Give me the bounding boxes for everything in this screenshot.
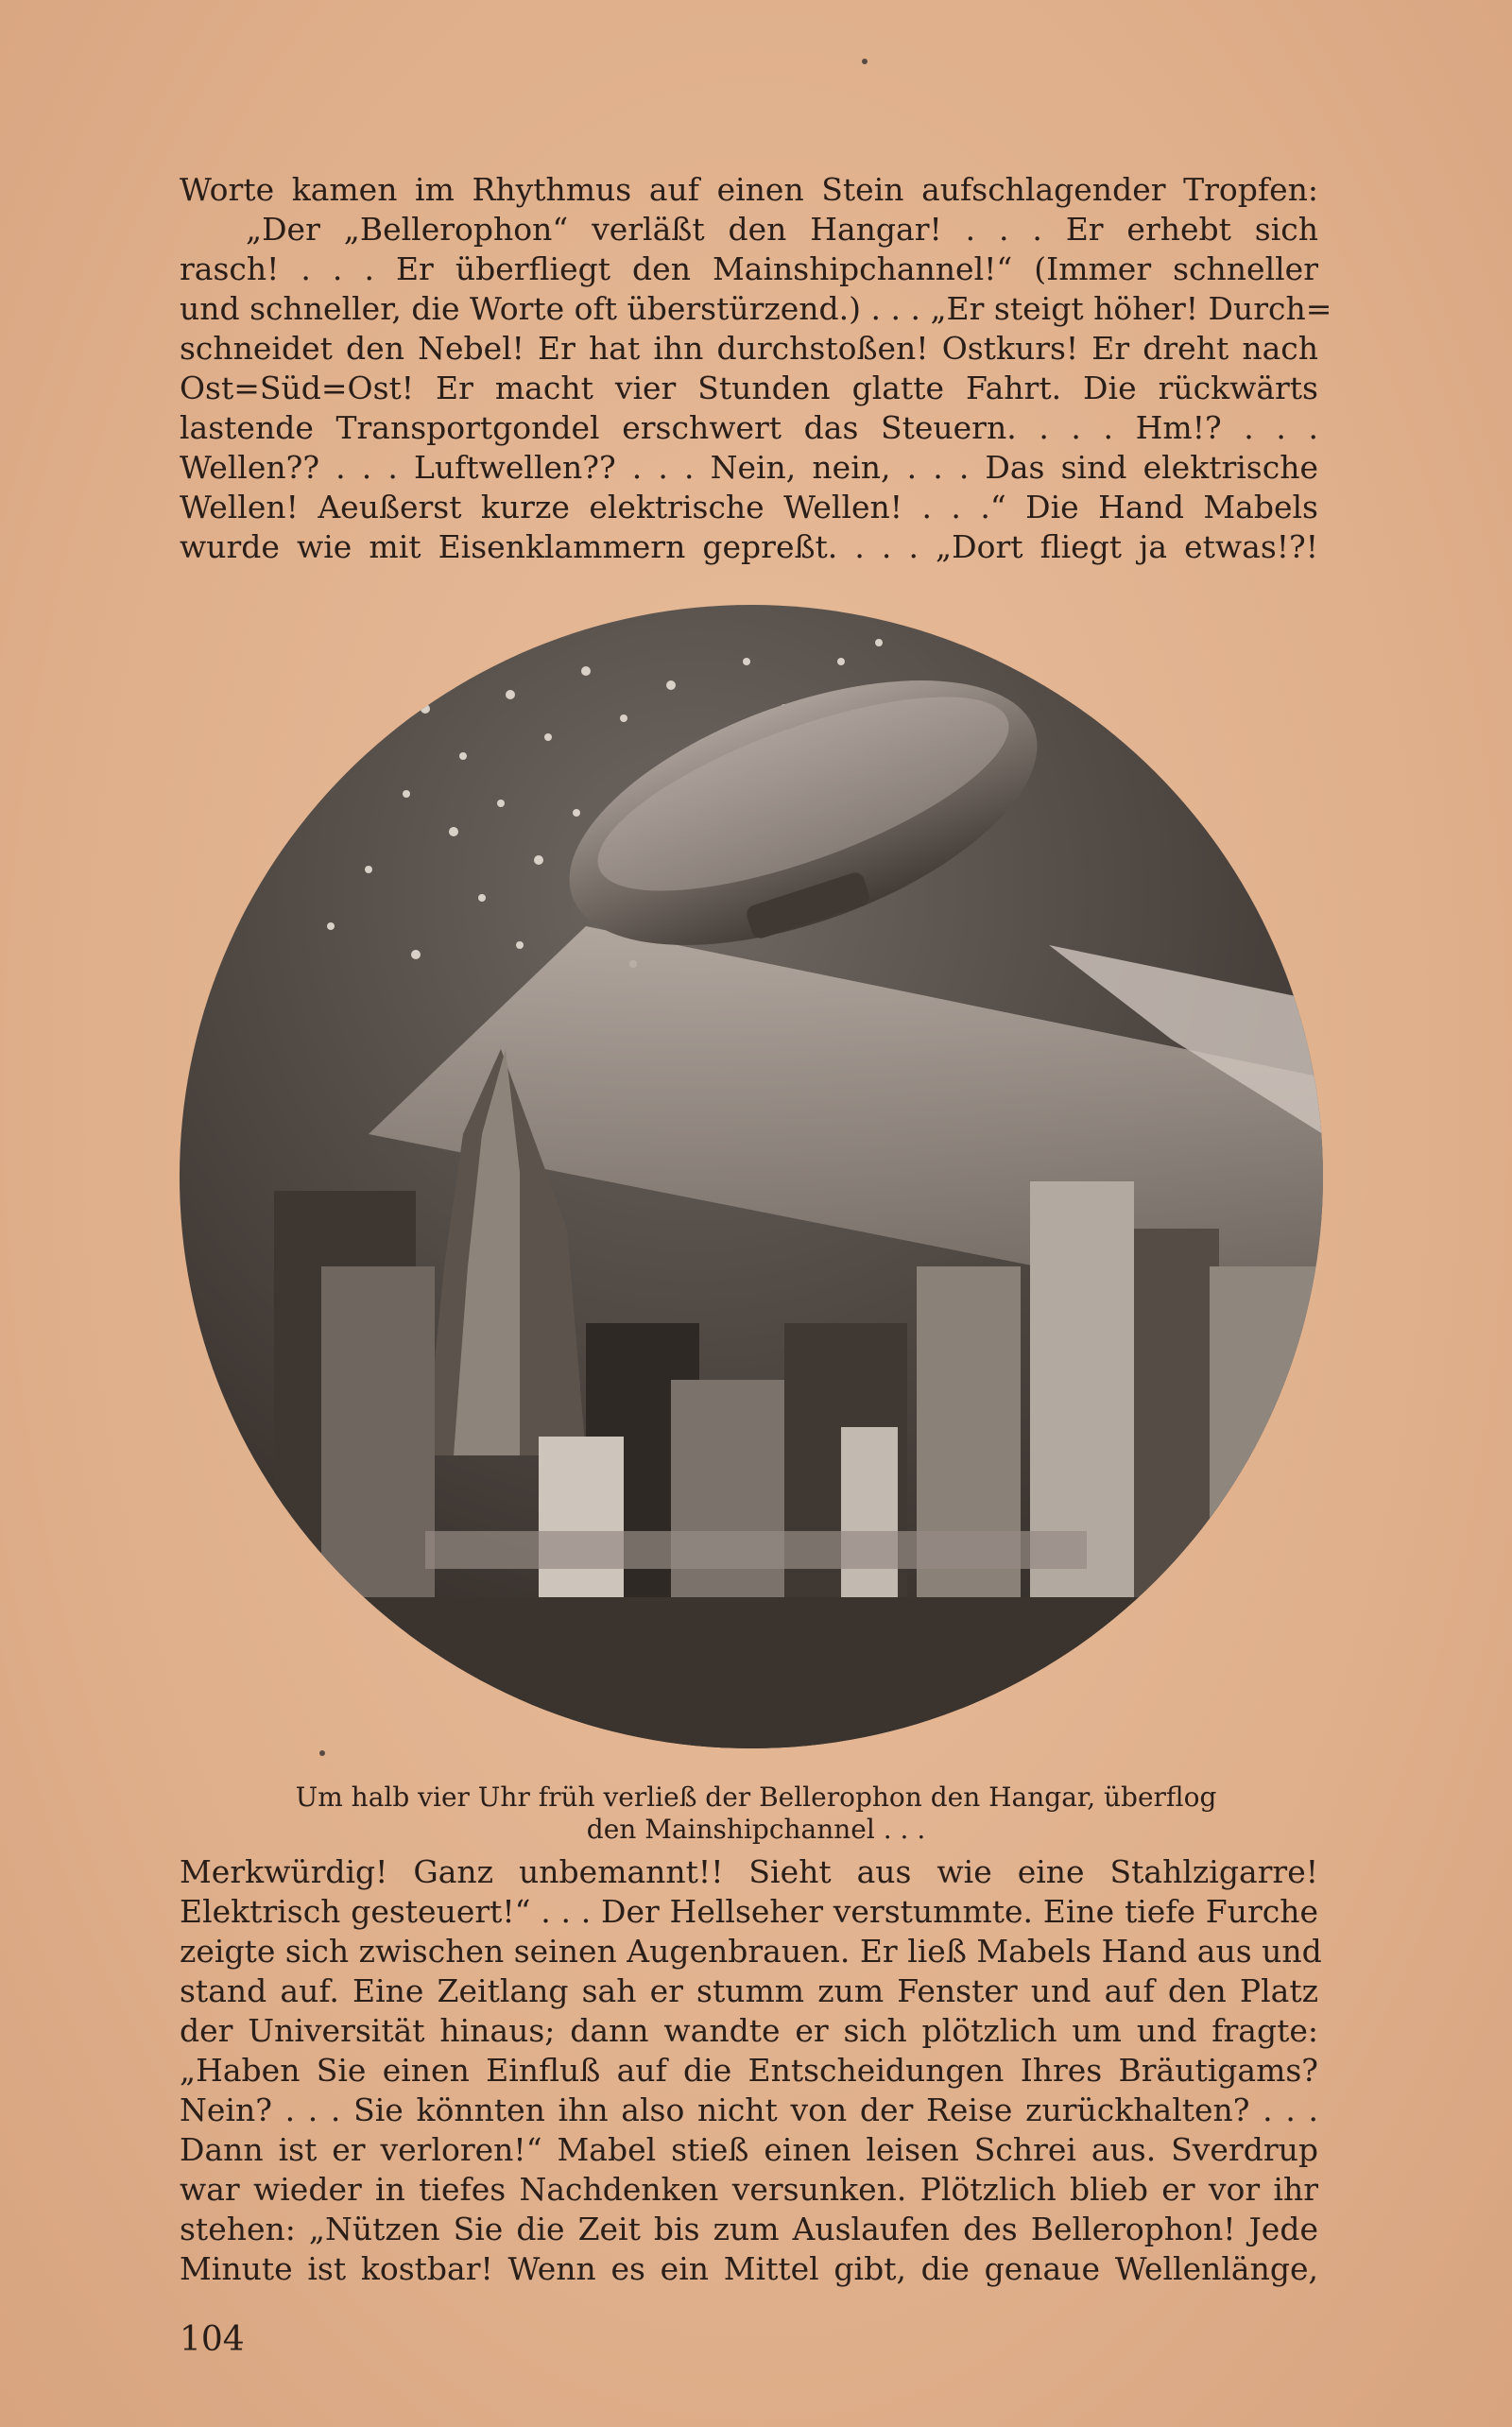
text-line: Elektrisch gesteuert!“ . . . Der Hellseher verstummte. Eine tiefe Furche bbox=[180, 1893, 1318, 1930]
print-speck bbox=[862, 59, 868, 64]
text-line: Nein? . . . Sie könnten ihn also nicht von der Reise zurückhalten? . . . bbox=[180, 2091, 1318, 2128]
text-line: rasch! . . . Er überfliegt den Mainshipchannel!“ (Immer schneller bbox=[180, 250, 1318, 287]
text-line: Merkwürdig! Ganz unbemannt!! Sieht aus wie eine Stahlzigarre! bbox=[180, 1853, 1318, 1890]
text-line: stehen: „Nützen Sie die Zeit bis zum Auslaufen des Bellerophon! Jede bbox=[180, 2211, 1318, 2247]
text-line: war wieder in tiefes Nachdenken versunken. Plötzlich blieb er vor ihr bbox=[180, 2171, 1318, 2208]
airship-city-illustration bbox=[180, 605, 1323, 1748]
text-line: „Haben Sie einen Einfluß auf die Entscheidungen Ihres Bräutigams? bbox=[180, 2052, 1318, 2089]
bottom-paragraph bbox=[180, 1852, 1322, 2289]
text-line: Worte kamen im Rhythmus auf einen Stein aufschlagender Tropfen: bbox=[180, 171, 1318, 208]
text-line: Dann ist er verloren!“ Mabel stieß einen leisen Schrei aus. Sverdrup bbox=[180, 2131, 1318, 2168]
text-line: schneidet den Nebel! Er hat ihn durchstoßen! Ostkurs! Er dreht nach bbox=[180, 330, 1318, 367]
text-line: Minute ist kostbar! Wenn es ein Mittel gibt, die genaue Wellenlänge, bbox=[180, 2250, 1318, 2287]
text-line: wurde wie mit Eisenklammern gepreßt. . . . „Dort fliegt ja etwas!?! bbox=[180, 528, 1318, 565]
caption-line: Um halb vier Uhr früh verließ der Bellerophon den Hangar, überflog bbox=[295, 1782, 1217, 1813]
text-line: stand auf. Eine Zeitlang sah er stumm zum Fenster und auf den Platz bbox=[180, 1972, 1318, 2009]
text-line: Wellen?? . . . Luftwellen?? . . . Nein, nein, . . . Das sind elektrische bbox=[180, 449, 1318, 486]
text-line: zeigte sich zwischen seinen Augenbrauen. Er ließ Mabels Hand aus und bbox=[180, 1933, 1322, 1970]
text-line: Ost=Süd=Ost! Er macht vier Stunden glatte Fahrt. Die rückwärts bbox=[180, 370, 1318, 406]
top-paragraph bbox=[180, 170, 1332, 567]
text-line: lastende Transportgondel erschwert das Steuern. . . . Hm!? . . . bbox=[180, 409, 1318, 446]
text-line: und schneller, die Worte oft überstürzend.) . . . „Er steigt höher! Durch= bbox=[180, 290, 1332, 327]
text-line: „Der „Bellerophon“ verläßt den Hangar! . . . Er erhebt sich bbox=[246, 211, 1318, 248]
text-line: Wellen! Aeußerst kurze elektrische Wellen! . . .“ Die Hand Mabels bbox=[180, 489, 1318, 525]
page-number: 104 bbox=[180, 2320, 245, 2359]
illustration-caption bbox=[236, 1782, 1276, 1846]
text-line: der Universität hinaus; dann wandte er sich plötzlich um und fragte: bbox=[180, 2012, 1318, 2049]
caption-line: den Mainshipchannel . . . bbox=[586, 1814, 926, 1845]
print-speck bbox=[319, 1750, 325, 1756]
